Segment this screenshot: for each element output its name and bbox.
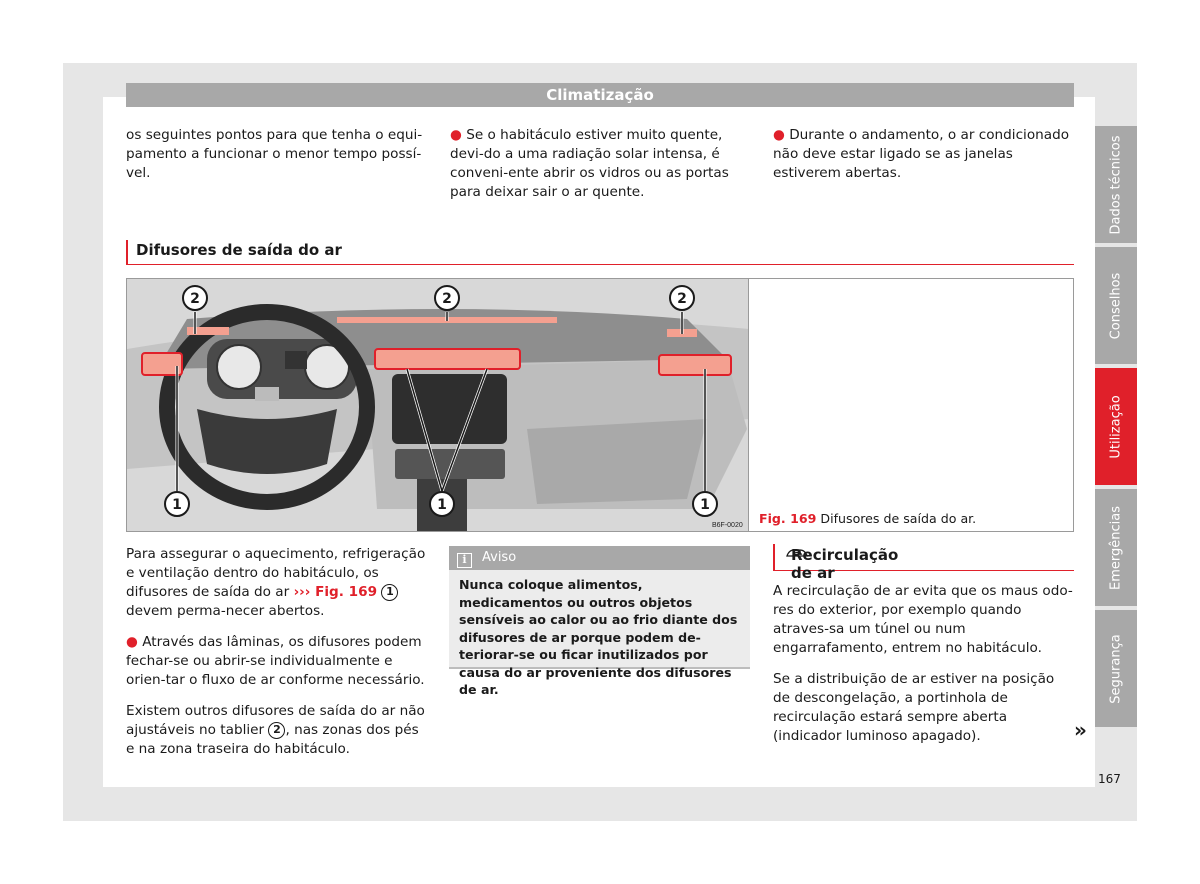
warning-text: Nunca coloque alimentos, medicamentos ou outros objetos sensíveis ao calor ou ao frio diante dos difusores de ar porque podem de-teriorar-se ou ficar inutilizados por causa do ar proveniente dos difusores de ar. [459,577,738,697]
svg-text:2: 2 [190,291,200,307]
paragraph-other-diffusers: Existem outros difusores de saída do ar não ajustáveis no tablier 2 , nas zonas dos pés e na zona traseira do habitáculo. [126,703,425,757]
warning-box [449,546,750,697]
svg-text:1: 1 [700,497,710,513]
side-tab-seguranca[interactable]: Segurança [1095,610,1137,727]
warning-title: Aviso [482,550,517,565]
figure-reference-link[interactable]: ››› Fig. 169 [293,584,378,600]
bullet-icon: ● [126,634,138,650]
figure-callout-2 [670,286,694,310]
info-icon: i [457,553,472,568]
paragraph-diffusers-open: Para assegurar o aquecimento, refrigeração e ventilação dentro do habitáculo, os difusores de saída do ar ››› Fig. 169 1 devem perma-necer abertos. [126,546,426,619]
figure-callout-1 [165,492,189,516]
page-number: 167 [1098,772,1121,786]
figure-callout-1 [430,492,454,516]
figure-caption [759,511,976,526]
warning-header [449,546,750,570]
intro-text-column-2 [450,126,750,214]
subsection-title: Recirculação de ar [783,545,808,563]
side-tab-utilizacao[interactable]: Utilização [1095,368,1137,485]
subsection-heading [773,544,1074,582]
paragraph-recirculation: A recirculação de ar evita que os maus odo-res do exterior, por exemplo quando atraves-sa um túnel ou num engarrafamento, entrem no habitáculo. [773,583,1073,656]
svg-text:2: 2 [677,291,687,307]
side-tab-conselhos[interactable]: Conselhos [1095,247,1137,364]
callout-number-2: 2 [268,722,285,739]
side-tab-emergencias[interactable]: Emergências [1095,489,1137,606]
section-heading [126,240,1074,265]
intro-paragraph: os seguintes pontos para que tenha o equi-pamento a funcionar o menor tempo possí-vel. [126,127,423,181]
body-text-column-right [773,582,1073,758]
svg-text:2: 2 [442,291,452,307]
bullet-icon: ● [773,127,785,143]
body-text-column-left [126,545,428,771]
bullet-icon: ● [450,127,462,143]
figure-callout-1 [693,492,717,516]
intro-text-column-1 [126,126,426,195]
dashboard-illustration [127,279,749,531]
figure-number: Fig. 169 [759,511,817,526]
svg-text:1: 1 [172,497,182,513]
bullet-paragraph: ● Se o habitáculo estiver muito quente, devi-do a uma radiação solar intensa, é conveni-ente abrir os vidros ou as portas para deixar sair o ar quente. [450,127,729,200]
intro-text-column-3 [773,126,1073,195]
figure-caption-text: Difusores de saída do ar. [820,511,977,526]
section-title: Difusores de saída do ar [136,241,342,259]
side-tab-dados-tecnicos[interactable]: Dados técnicos [1095,126,1137,243]
figure-callout-2 [183,286,207,310]
svg-text:1: 1 [437,497,447,513]
chapter-header: Climatização [126,83,1074,107]
figure-code: B6F-0020 [712,522,743,529]
bullet-paragraph: ● Durante o andamento, o ar condicionado não deve estar ligado se as janelas estiverem abertas. [773,127,1070,181]
callout-number-1: 1 [381,584,398,601]
bullet-paragraph: ● Através das lâminas, os difusores podem fechar-se ou abrir-se individualmente e orien-tar o fluxo de ar conforme necessário. [126,634,425,688]
paragraph-defrost: Se a distribuição de ar estiver na posição de descongelação, a portinhola de recirculação estará sempre aberta (indicador luminoso apagado). [773,671,1055,744]
continue-icon: » [1074,718,1087,742]
figure-callout-2 [435,286,459,310]
